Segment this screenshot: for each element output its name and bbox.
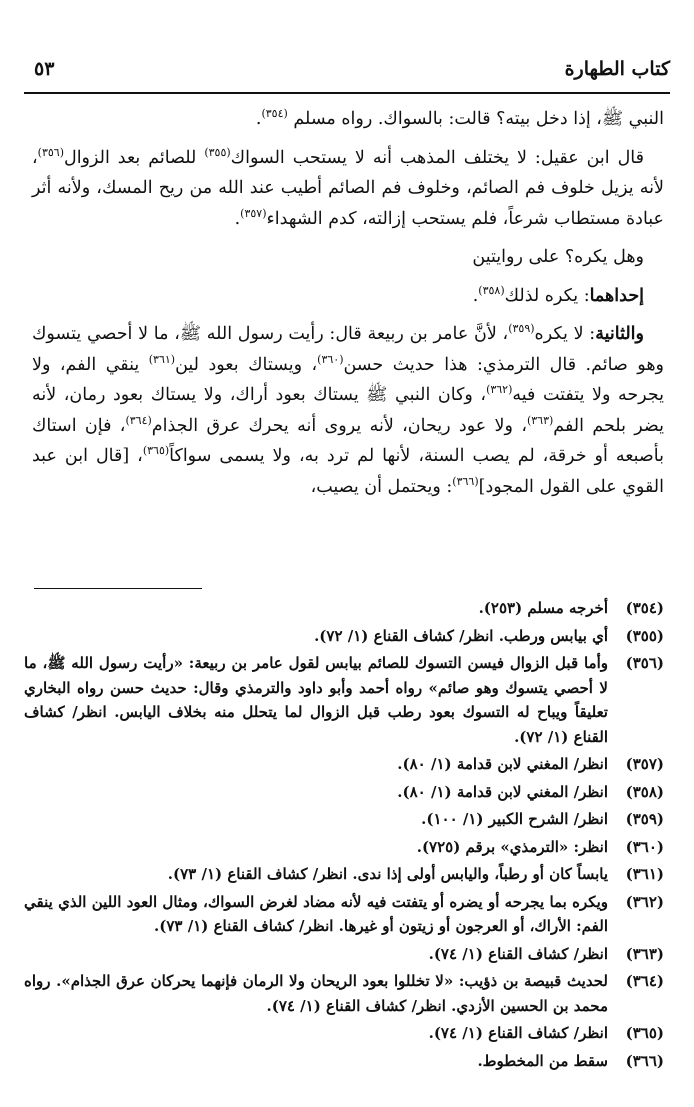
text-segment: ، فإن استاك بأصبعه أو خرقة، لم يصب السنة، لأنها لم ترد به، ولا يسمى سواكاً [32, 415, 664, 466]
footnote-ref-364[interactable]: (٣٦٤) [125, 413, 152, 427]
text-segment: : يكره لذلك [504, 285, 590, 306]
footnote-text: انظر/ المغني لابن قدامة (١/ ٨٠). [397, 755, 608, 773]
text-segment: النبي ﷺ، إذا دخل بيته؟ قالت: بالسواك. رواه مسلم [293, 109, 664, 129]
footnote-text: وأما قبل الزوال فيسن التسوك للصائم بيابس لقول عامر بن ربيعة: «رأيت رسول الله ﷺ، ما لا أحصي يتسوك وهو صائم» رواه أحمد وأبو داود والترمذي وقال: حديث حسن رواه البخاري تعليقاً ويباح له التسوك بعود رطب قبل الزوال لما يتحلل منه بخلاف اليابس. انظر/ كشاف القناع (١/ ٧٢). [24, 654, 608, 746]
footnote-text: يابساً كان أو رطباً، واليابس أولى إذا ندى. انظر/ كشاف القناع (١/ ٧٣). [167, 865, 608, 883]
footnote-number: (٣٦٠) [625, 837, 664, 856]
footnote-text: انظر: «الترمذي» برقم (٧٢٥). [416, 837, 608, 856]
footnote-ref-366[interactable]: (٣٦٦) [452, 474, 479, 488]
footnote-ref-365[interactable]: (٣٦٥) [142, 444, 170, 458]
header-rule [24, 92, 670, 94]
footnote-text: انظر/ كشاف القناع (١/ ٧٤). [428, 1024, 608, 1042]
footnote-number: (٣٦٦) [625, 1051, 664, 1070]
footnote-number: (٣٦٣) [625, 944, 664, 963]
footnote-item [24, 807, 664, 832]
paragraph-2 [32, 143, 664, 235]
text-segment: : ويحتمل أن يصيب، [310, 476, 453, 497]
footnote-text: انظر/ الشرح الكبير (١/ ١٠٠). [421, 810, 608, 828]
footnote-item [24, 1021, 664, 1046]
footnote-text: أخرجه مسلم (٢٥٣). [478, 599, 608, 617]
page-header [24, 52, 670, 92]
footnote-text: أي بيابس ورطب. انظر/ كشاف القناع (١/ ٧٢). [314, 626, 608, 645]
text-segment: . [472, 285, 479, 306]
footnote-number: (٣٦٢) [625, 892, 664, 911]
footnote-number: (٣٦٤) [625, 972, 664, 990]
text-segment: ، لأنه يزيل خلوف فم الصائم، وخلوف فم الصائم أطيب عند الله من ريح المسك، ولأنه أثر عبادة مستطاب شرعاً، فلم يستحب إزالته، كدم الشهداء [32, 147, 664, 229]
label-first: إحداهما [589, 285, 644, 306]
footnote-ref-360[interactable]: (٣٦٠) [317, 352, 344, 366]
text-segment: ، لأنَّ عامر بن ربيعة قال: رأيت رسول الله ﷺ، ما لا أحصي يتسوك وهو صائم. قال الترمذي: هذا حديث حسن [32, 324, 665, 375]
page-number: ٥٣ [34, 58, 55, 80]
footnote-item [24, 651, 664, 749]
footnote-ref-359[interactable]: (٣٥٩) [508, 322, 535, 336]
footnote-item [24, 624, 664, 649]
footnote-ref-358[interactable]: (٣٥٨) [478, 283, 505, 297]
footnote-item [24, 862, 664, 887]
footnote-number: (٣٥٩) [625, 810, 664, 828]
footnote-ref-362[interactable]: (٣٦٢) [486, 383, 513, 397]
text-segment: ، وكان النبي ﷺ يستاك بعود أراك، ولا يستاك بعود رمان، لأنه يضر بلحم الفم [32, 385, 664, 436]
footnote-number: (٣٥٧) [625, 755, 664, 773]
footnote-item [24, 780, 664, 805]
text-segment: . [234, 208, 241, 229]
footnote-item [24, 1049, 664, 1074]
footnote-number: (٣٦١) [625, 865, 664, 883]
footnote-number: (٣٥٤) [625, 599, 664, 617]
footnote-text: سقط من المخطوط. [477, 1051, 608, 1070]
footnote-item [24, 942, 664, 967]
paragraph-1 [32, 104, 664, 135]
footnote-text: انظر/ كشاف القناع (١/ ٧٤). [428, 944, 608, 963]
footnote-number: (٣٥٦) [625, 654, 664, 672]
text-segment: . [255, 109, 262, 129]
text-segment: : لا يكره [534, 324, 596, 344]
footnote-ref-363[interactable]: (٣٦٣) [526, 413, 554, 427]
footnote-ref-354[interactable]: (٣٥٤) [261, 107, 288, 121]
text-segment: ، ويستاك بعود لين [175, 354, 318, 375]
text-segment: وهل يكره؟ على روايتين [472, 247, 644, 267]
text-segment: ينقي الفم، ولا يجرحه ولا يتفتت فيه [32, 354, 664, 405]
footnote-item [24, 969, 664, 1018]
footnote-item [24, 752, 664, 777]
footnotes-list [24, 596, 664, 1076]
footnote-ref-356[interactable]: (٣٥٦) [37, 145, 64, 159]
footnote-ref-357[interactable]: (٣٥٧) [240, 206, 267, 220]
footnote-item [24, 890, 664, 939]
footnote-ref-361[interactable]: (٣٦١) [148, 352, 176, 366]
footnote-item [24, 596, 664, 621]
footnote-number: (٣٦٥) [625, 1024, 664, 1042]
label-second: والثانية [595, 324, 644, 344]
text-segment: للصائم بعد الزوال [63, 147, 205, 168]
text-segment: ، [قال ابن عبد القوي على القول المجود] [32, 446, 664, 497]
footnote-ref-355[interactable]: (٣٥٥) [204, 145, 231, 159]
footnote-text: ويكره بما يجرحه أو يضره أو يتفتت فيه لأنه مضاد لغرض السواك، ومثال العود اللين الذي ينقي الفم: الأراك، أو العرجون أو زيتون أو غيرها. انظر/ كشاف القناع (١/ ٧٣). [24, 892, 608, 935]
chapter-title: كتاب الطهارة [564, 58, 670, 80]
footnote-number: (٣٥٥) [625, 626, 664, 645]
paragraph-3 [32, 242, 664, 273]
paragraph-4 [32, 281, 664, 312]
footnote-item [24, 835, 664, 860]
footnote-separator [34, 588, 202, 589]
footnote-text: انظر/ المغني لابن قدامة (١/ ٨٠). [397, 782, 608, 801]
main-text [32, 104, 664, 510]
footnote-number: (٣٥٨) [625, 782, 664, 801]
paragraph-5 [32, 319, 664, 502]
text-segment: قال ابن عقيل: لا يختلف المذهب أنه لا يستحب السواك [230, 147, 644, 168]
footnote-text: لحديث قبيصة بن ذؤيب: «لا تخللوا بعود الريحان ولا الرمان فإنهما يحركان عرق الجذام». رواه محمد بن الحسين الأزدي. انظر/ كشاف القناع (١/ ٧٤). [24, 972, 608, 1015]
text-segment: ، ولا عود ريحان، لأنه يروى أنه يحرك عرق الجذام [151, 415, 527, 436]
